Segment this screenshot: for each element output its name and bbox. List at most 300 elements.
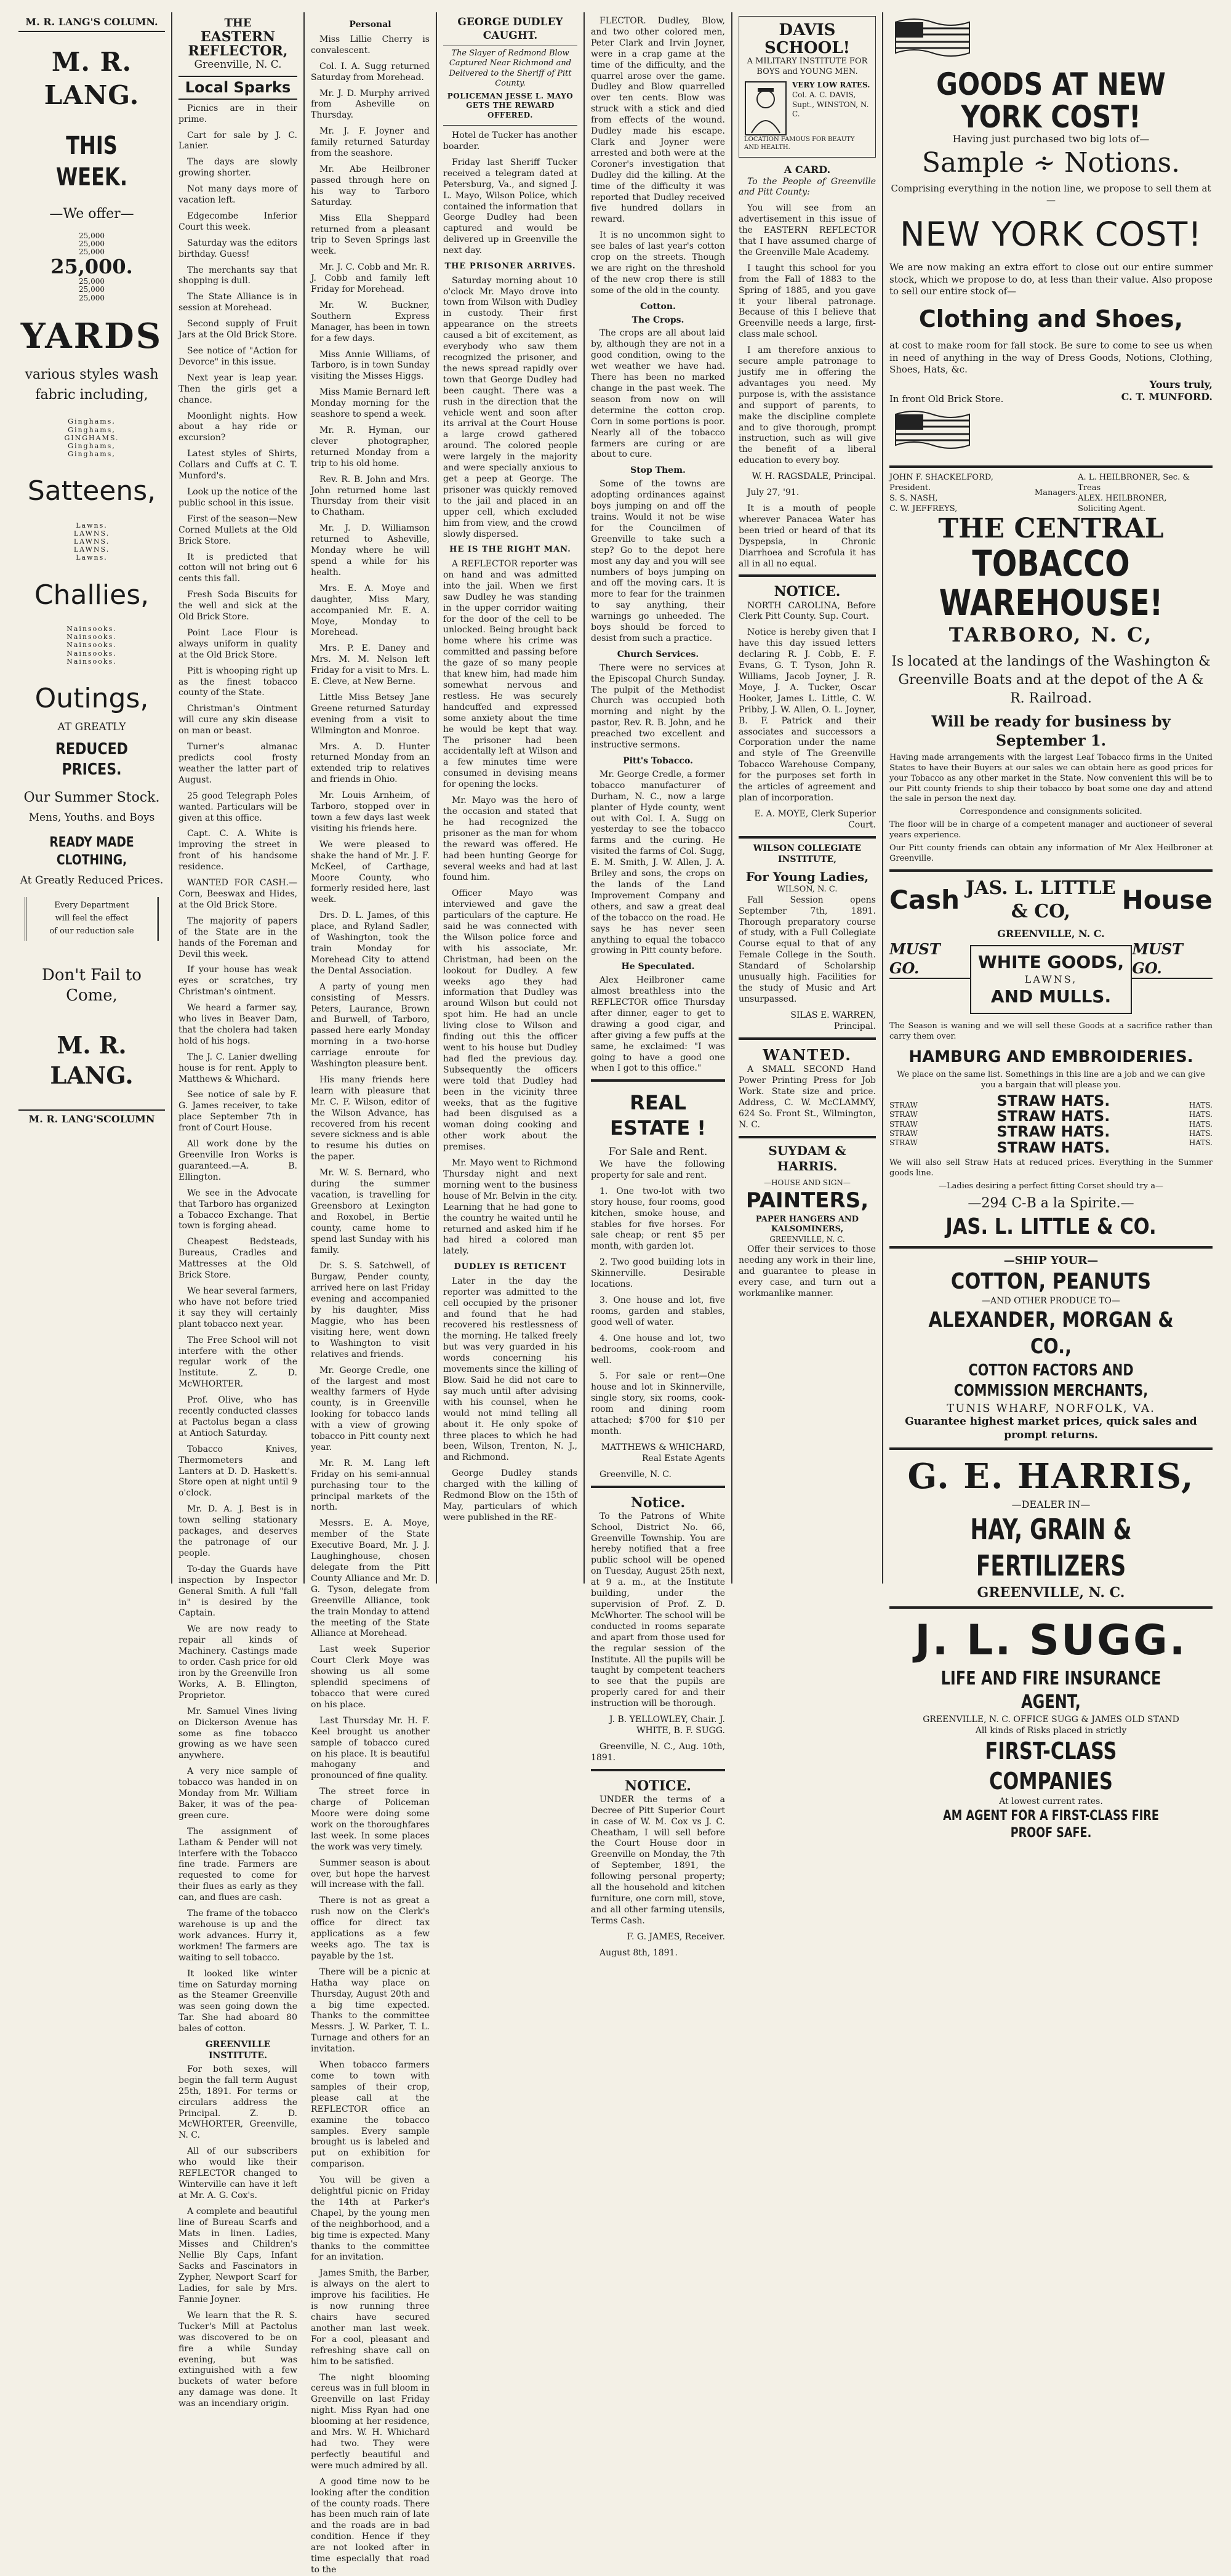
notice-signature: E. A. MOYE, Clerk Superior Court. xyxy=(754,808,876,830)
hats-word: HATS. xyxy=(1189,1129,1213,1138)
hats-right xyxy=(1189,1101,1213,1148)
paragraph: 5. For sale or rent—One house and lot in Skinnerville, single story, six rooms, cook-room and dining room attached; $700 for $10 per month. xyxy=(591,1371,725,1436)
painters-heading: PAINTERS, xyxy=(745,1188,869,1214)
paragraph: Saturday was the editors birthday. Guess! xyxy=(178,238,297,259)
davis-rates: VERY LOW RATES. xyxy=(792,81,870,90)
guarantee: Guarantee highest market prices, quick sales and prompt returns. xyxy=(905,1415,1197,1441)
paragraph: Mr. George Credle, one of the largest and most wealthy farmers of Hyde county, is in Greenville looking for tobacco lands with a view of growing tobacco in Pitt county next year. xyxy=(311,1365,430,1452)
yards-heading: YARDS xyxy=(20,315,163,356)
paragraph: It is predicted that cotton will not bring out 6 cents this fall. xyxy=(178,552,297,584)
hamburg-heading: HAMBURG AND EMBROIDERIES. xyxy=(908,1047,1193,1066)
box-line: of our reduction sale xyxy=(49,927,134,936)
also-sell: We will also sell Straw Hats at reduced prices. Everything in the Summer goods line. xyxy=(889,1157,1213,1178)
paragraph: Drs. D. L. James, of this place, and Ryland Sadler, of Washington, took the train Monday for Morehead City to attend the Dental Association. xyxy=(311,911,430,976)
real-estate-signature: MATTHEWS & WHICHARD, Real Estate Agents xyxy=(601,1442,725,1463)
yardage-small: 25,000 xyxy=(79,247,105,256)
real-estate-intro: We have the following property for sale and rent. xyxy=(591,1159,725,1180)
davis-body xyxy=(744,81,870,136)
divider xyxy=(889,1447,1213,1450)
notice2-date: August 8th, 1891. xyxy=(599,1947,678,1958)
dudley-headline: GEORGE DUDLEY CAUGHT. xyxy=(443,16,577,46)
paragraph: Mr. D. A. J. Best is in town selling stationary packages, and deserves the patronage of our people. xyxy=(178,1504,297,1558)
nainsooks-list xyxy=(18,625,165,666)
church-heading: Church Services. xyxy=(617,649,699,659)
divider xyxy=(443,125,577,126)
paragraph: We see in the Advocate that Tarboro has organized a Tobacco Exchange. That town is forging ahead. xyxy=(178,1188,297,1231)
safe-agent: AM AGENT FOR A FIRST-CLASS FIRE PROOF SAFE. xyxy=(943,1808,1159,1841)
paragraph: The frame of the tobacco warehouse is up and the work advances. Hurry it, workmen! The farmers are waiting to sell tobacco. xyxy=(178,1909,297,1963)
paragraph: James Smith, the Barber, is always on the alert to improve his facilities. He is now running three chairs have secured another man last week. For a cool, pleasant and refreshing shave call on him to be satisfied. xyxy=(311,2268,430,2367)
paragraph: We are now ready to repair all kinds of Machinery. Castings made to order. Cash price for old iron by the Greenville Iron Works, A. B. Ellington, Proprietor. xyxy=(178,1624,297,1701)
paragraph: Miss Annie Williams, of Tarboro, is in town Sunday visiting the Misses Higgs. xyxy=(311,349,430,382)
satteens-heading: Satteens, xyxy=(27,475,156,507)
little-place: GREENVILLE, N. C. xyxy=(997,927,1105,940)
paragraph: Mr. Mayo went to Richmond Thursday night and next morning went to the business house of Mr. Belvin in the city. Learning that he had gone to the country he waited until he returned and asked him if he had hired a colored man lately. xyxy=(443,1158,577,1257)
divider xyxy=(739,836,876,839)
munford-name: C. T. MUNFORD. xyxy=(1121,391,1213,403)
ready-made-clothing: READY MADE CLOTHING, xyxy=(49,835,134,868)
paragraph: The J. C. Lanier dwelling house is for rent. Apply to Matthews & Whichard. xyxy=(178,1052,297,1084)
paragraph: 2. Two good building lots in Skinnerville. Desirable locations. xyxy=(591,1257,725,1290)
wilson-heading: WILSON COLLEGIATE INSTITUTE, xyxy=(753,843,862,864)
yardage-small: 25,000 xyxy=(79,293,105,302)
hats-word: HATS. xyxy=(1189,1110,1213,1119)
paragraph: Not many days more of vacation left. xyxy=(178,184,297,206)
paragraph: Last Thursday Mr. H. F. Keel brought us another sample of tobacco cured on his place. It is beautiful mahogany and pronounced of fine quality. xyxy=(311,1715,430,1781)
paragraph: Friday last Sheriff Tucker received a telegram dated at Petersburg, Va., and signed J. L. Mayo, Wilson Police, which contained the information that George Dudley had been captured and would be delivered up in Greenville the next day. xyxy=(443,157,577,256)
crops-heading: The Crops. xyxy=(632,315,684,325)
paragraph: Mr. J. D. Murphy arrived from Asheville on Thursday. xyxy=(311,88,430,121)
paragraph: The majority of papers of the State are in the hands of the Foreman and Devil this week. xyxy=(178,916,297,959)
news-realestate-column xyxy=(585,12,732,1958)
challies-heading: Challies, xyxy=(34,579,150,611)
at-cost: at cost to make room for fall stock. Be sure to come to see us when in need of anything in the way of Dress Goods, Notions, Clothing, Shoes, Hats, &c. xyxy=(889,340,1213,376)
cash-label: Cash xyxy=(889,885,960,916)
white-goods: WHITE GOODS, xyxy=(977,952,1125,973)
tobacco-warehouse: TOBACCO WAREHOUSE! xyxy=(939,542,1163,624)
paragraph: Latest styles of Shirts, Collars and Cuffs at C. T. Munford's. xyxy=(178,449,297,481)
ginghams-line: Ginghams, xyxy=(68,450,116,459)
paragraph: His many friends here learn with pleasure that Mr. C. F. Wilson, editor of the Wilson Advance, has recovered from his recent severe sickness and is able to resume his duties on the paper. xyxy=(311,1074,430,1162)
department-box xyxy=(25,897,159,940)
paragraph: I taught this school for you from the Fall of 1883 to the Spring of 1885, and you gave it your liberal patronage. Because of this I believe that Greenville needs a large, first-class male school. xyxy=(739,263,876,340)
dudley-continued xyxy=(591,16,725,297)
paragraph: 1. One two-lot with two story house, four rooms, good kitchen, smoke house, and stables for five horses. For sale cheap; or rent $5 per month, with garden lot. xyxy=(591,1186,725,1252)
sugg-name: J. L. SUGG. xyxy=(915,1616,1187,1665)
speculated-text: Alex Heilbroner came almost breathless into the REFLECTOR office Thursday after dinner, eager to get to drawing a good cigar, and after giving a few puffs at the same, he exclaimed: "I was going to have a good one when I got to this office." xyxy=(591,975,725,1074)
hats-word: HATS. xyxy=(1189,1138,1213,1148)
cotton-factors: COTTON FACTORS AND COMMISSION MERCHANTS, xyxy=(953,1361,1149,1400)
paragraph: You will see from an advertisement in this issue of the EASTERN REFLECTOR that I have assumed charge of the Greenville Male Academy. xyxy=(739,203,876,257)
divider xyxy=(591,1486,725,1488)
stop-text: Some of the towns are adopting ordinances against boys jumping on and off the trains. Would it not be wise for the Councilmen of Greenville to take such a step? Go to the depot here most any day and you will see numbers of boys jumping on and off the moving cars. It is more to fear for the trainmen to say anything, their warnings go unheeded. The boys should be forced to desist from such a practice. xyxy=(591,479,725,643)
paragraph: The merchants say that shopping is dull. xyxy=(178,265,297,286)
paragraph: The street force in charge of Policeman Moore were doing some work on the thoroughfares last week. In some places the work was very timely. xyxy=(311,1787,430,1852)
manager-line: A. L. HEILBRONER, Sec. & Treas xyxy=(1078,472,1190,493)
sugg-office: GREENVILLE, N. C. OFFICE SUGG & JAMES OLD STAND xyxy=(923,1714,1179,1725)
ginghams-line: Ginghams, xyxy=(68,442,116,451)
nainsooks-line: Nainsooks. xyxy=(66,649,117,658)
straw-hats: STRAW HATS. xyxy=(996,1092,1110,1109)
paragraph: Mr. J. D. Williamson returned to Asheville, Monday where he will spend a while for his health. xyxy=(311,523,430,578)
reduced-prices: REDUCED PRICES. xyxy=(55,739,129,779)
ginghams-line: GINGHAMS. xyxy=(64,433,119,442)
paragraph: If your house has weak eyes or scratches, try Christman's ointment. xyxy=(178,965,297,997)
card-paras xyxy=(739,203,876,467)
local-sparks-column xyxy=(172,12,305,2409)
card-date: July 27, '91. xyxy=(747,488,800,498)
sample-notions: Sample ∻ Notions. xyxy=(921,147,1181,179)
paragraph: The State Alliance is in session at Morehead. xyxy=(178,292,297,313)
lawns-line: LAWNS. xyxy=(73,537,110,546)
dudley-paras-3 xyxy=(443,559,577,1257)
ads-column xyxy=(732,12,883,1584)
paragraph: Rev. R. B. John and Mrs. John returned home last Thursday from their visit to Chatham. xyxy=(311,474,430,518)
paragraph: Mr. J. C. Cobb and Mr. R. J. Cobb and family left Friday for Morehead. xyxy=(311,262,430,295)
divider xyxy=(591,1769,725,1771)
cotton-heading: Cotton. xyxy=(640,301,676,312)
straw-hats: STRAW HATS. xyxy=(996,1123,1110,1141)
tarboro: TARBORO, N. C, xyxy=(948,623,1153,647)
paragraph: To-day the Guards have inspection by Inspector General Smith. A full "fall in" is desired by the Captain. xyxy=(178,1564,297,1619)
right-man-heading: HE IS THE RIGHT MAN. xyxy=(449,545,571,555)
paragraph: Mr. W. S. Bernard, who during the summer vacation, is travelling for Greensboro at Lexington and Roxobel, in Bertie county, came home to spend last Sunday with his family. xyxy=(311,1168,430,1255)
lawns: LAWNS, xyxy=(1024,973,1078,985)
paragraph: Dr. S. S. Satchwell, of Burgaw, Pender county, arrived here on last Friday evening and accompanied by his daughter, Miss Maggie, who has been visiting here, went down to Washington to visit relatives and friends. xyxy=(311,1261,430,1359)
painters-text: Offer their services to those needing any work in their line, and guarantee to please in every case, and turn out a workmanlike manner. xyxy=(739,1244,876,1299)
warehouse-managers xyxy=(889,473,1213,515)
pitt-tobacco-heading: Pitt's Tobacco. xyxy=(623,756,693,766)
real-estate-items xyxy=(591,1186,725,1438)
munford-sign xyxy=(889,391,1213,408)
davis-school-ad xyxy=(739,16,876,158)
paragraph: Edgecombe Inferior Court this week. xyxy=(178,211,297,232)
notice-date: Greenville, N. C., Aug. 10th, 1891. xyxy=(591,1741,725,1763)
paragraph: Pitt is whooping right up as the finest tobacco county of the State. xyxy=(178,666,297,698)
cadet-portrait-icon xyxy=(744,81,787,136)
paragraph: First of the season—New Corned Mullets at the Old Brick Store. xyxy=(178,513,297,546)
large-ads-column xyxy=(883,12,1219,1841)
spirite: —294 C-B a la Spirite.— xyxy=(968,1196,1134,1212)
lang-column-footer: M. R. LANG'SCOLUMN xyxy=(18,1109,165,1125)
notice2-text: UNDER the terms of a Decree of Pitt Superior Court in case of W. M. Cox vs J. C. Cheatham, I will sell before the Court House door in Greenville on Monday, the 7th of September, 1891, the following personal property; all the household and kitchen furniture, one corn mill, stove, and all other farming utensils, Terms Cash. xyxy=(591,1794,725,1926)
newspaper-page xyxy=(12,12,1219,2575)
personal-column xyxy=(305,12,437,2575)
paragraph: Picnics are in their prime. xyxy=(178,103,297,124)
box-line: Every Department xyxy=(54,901,129,911)
all-kinds: All kinds of Risks placed in strictly xyxy=(975,1725,1127,1736)
reticent-heading: DUDLEY IS RETICENT xyxy=(454,1262,567,1272)
floor: The floor will be in charge of a competent manager and auctioneer of several years experience. xyxy=(889,820,1213,840)
straw-word: STRAW xyxy=(889,1138,918,1148)
paragraph: There is not as great a rush now on the Clerk's office for direct tax applications as a few weeks ago. The tax is payable by the 1st. xyxy=(311,1896,430,1961)
extra-effort: We are now making an extra effort to close out our entire summer stock, which we propose to do, at less than their value. Also propose to sell our entire stock of— xyxy=(889,262,1213,297)
nainsooks-line: Nainsooks. xyxy=(66,633,117,642)
paragraph: The assignment of Latham & Pender will not interfere with the Tobacco fine trade. Farmers are requested to come for their flues as early as they can, and flues are cash. xyxy=(178,1826,297,1903)
prisoner-arrives-heading: THE PRISONER ARRIVES. xyxy=(444,262,576,272)
dont-fail: Don't Fail to Come, xyxy=(42,965,142,1005)
outings-heading: Outings, xyxy=(34,682,149,714)
divider xyxy=(739,1037,876,1040)
paragraph: Miss Lillie Cherry is convalescent. xyxy=(311,34,430,55)
divider xyxy=(591,1079,725,1082)
divider xyxy=(889,1606,1213,1609)
divider xyxy=(889,1246,1213,1249)
paragraph: Saturday morning about 10 o'clock Mr. Mayo drove into town from Wilson with Dudley in custody. Their first appearance on the streets caused a bit of excitement, as everybody who saw them recognized the prisoner, and the news spread rapidly over town that George Dudley had been caught. There was a rush in the direction that the vehicle went and soon after its arrival at the Court House a large crowd gathered around. The colored people were largely in the majority and were specially anxious to get a peep at George. The prisoner was quickly removed to the jail and placed in an upper cell, which excluded him from view, and the crowd slowly dispersed. xyxy=(443,275,577,539)
davis-title: DAVIS SCHOOL! xyxy=(764,21,851,57)
paragraph: Mrs. A. D. Hunter returned Monday from an extended trip to relatives and friends in Ohio. xyxy=(311,741,430,785)
yardage-small: 25,000 xyxy=(79,277,105,286)
local-sparks-items-end xyxy=(178,2146,297,2410)
pitt-friends: Our Pitt county friends can obtain any information of Mr Alex Heilbroner at Greenville. xyxy=(889,843,1213,863)
nyc-cost-heading: NEW YORK COST! xyxy=(900,214,1202,254)
straw-center xyxy=(996,1093,1110,1156)
cotton-peanuts: COTTON, PEANUTS xyxy=(950,1268,1152,1294)
divider xyxy=(889,869,1213,872)
straw-hats: STRAW HATS. xyxy=(996,1138,1110,1156)
lawns-line: Lawns. xyxy=(76,521,108,529)
yardage-small: 25,000 xyxy=(79,285,105,294)
ginghams-line: Ginghams, xyxy=(68,417,116,426)
we-offer: —We offer— xyxy=(49,206,134,222)
church-text: There were no services at the Episcopal Church Sunday. The pulpit of the Methodist Church was occupied both morning and night by the pastor, Rev. R. B. John, and he preached two excellent and instructive sermons. xyxy=(591,662,725,751)
other-produce: —AND OTHER PRODUCE TO— xyxy=(982,1295,1120,1306)
dudley-paras-4 xyxy=(443,1276,577,1524)
paragraph: Mr. J. F. Joyner and family returned Saturday from the seashore. xyxy=(311,126,430,159)
divider xyxy=(739,1136,876,1138)
real-estate-place: Greenville, N. C. xyxy=(599,1469,672,1479)
dealer-in: —DEALER IN— xyxy=(1011,1499,1091,1511)
paragraph: Capt. C. A. White is improving the street in front of his handsome residence. xyxy=(178,829,297,872)
masthead-the: THE xyxy=(224,17,252,30)
card-salutation: To the People of Greenville and Pitt County: xyxy=(739,176,876,198)
white-goods-row xyxy=(889,940,1213,1019)
dudley-deck: The Slayer of Redmond Blow Captured Near Richmond and Delivered to the Sheriff of Pitt County. xyxy=(449,48,572,89)
wilson-signature: SILAS E. WARREN, Principal. xyxy=(790,1010,876,1031)
ready-business: Will be ready for business by September 1. xyxy=(931,712,1171,750)
manager-line: JOHN F. SHACKELFORD, President. xyxy=(889,472,993,493)
paragraph: Look up the notice of the public school in this issue. xyxy=(178,486,297,508)
house-label: House xyxy=(1121,885,1213,916)
lawns-line: Lawns. xyxy=(76,553,108,562)
managers-left xyxy=(889,473,1035,515)
wanted-text: A SMALL SECOND Hand Power Printing Press for Job Work. State size and price. Address, C. W. McCLAMMY, 624 So. Front St., Wilmington, N. C. xyxy=(739,1065,876,1130)
paragraph: 25 good Telegraph Poles wanted. Particulars will be given at this office. xyxy=(178,791,297,823)
greenville-institute-text: For both sexes, will begin the fall term August 25th, 1891. For terms or circulars address the Principal. Z. D. McWHORTER, Greenville, N. C. xyxy=(178,2064,297,2141)
paragraph: See notice of sale by F. G. James receiver, to take place September 7th in front of Court House. xyxy=(178,1090,297,1133)
paragraph: Christman's Ointment will cure any skin disease on man or beast. xyxy=(178,704,297,736)
house-sign: —HOUSE AND SIGN— xyxy=(764,1178,851,1187)
paragraph: Tobacco Knives, Thermometers and Lanters at D. D. Haskett's. Store open at night until 9 o'clock. xyxy=(178,1444,297,1499)
masthead-place: Greenville, N. C. xyxy=(194,58,282,71)
paragraph: Point Lace Flour is always uniform in quality at the Old Brick Store. xyxy=(178,627,297,660)
paragraph: Officer Mayo was interviewed and gave the particulars of the capture. He said he was connected with the Wilson police force and with his associate, Mr. Christman, had been on the lookout for Dudley. A few weeks ago they had information that Dudley was around Wilson but could not spot him. He had an uncle living close to Wilson and finding out this the officer went to his house but Dudley had fled the previous day. Subsequently the officers were told that Dudley had been in the vicinity three weeks, that as the fugitive had been disguised as a woman doing cooking and other work about the premises. xyxy=(443,888,577,1153)
wanted-heading: WANTED. xyxy=(763,1045,852,1064)
lang-column xyxy=(12,12,172,1584)
paragraph: Summer season is about over, but hope the harvest will increase with the fall. xyxy=(311,1858,430,1890)
card-signature: W. H. RAGSDALE, Principal. xyxy=(752,472,876,482)
for-sale-rent: For Sale and Rent. xyxy=(608,1146,708,1159)
nainsooks-line: Nainsooks. xyxy=(66,657,117,666)
notice2-heading: NOTICE. xyxy=(625,1777,691,1794)
paragraph: WANTED FOR CASH.—Corn, Beeswax and Hides, at the Old Brick Store. xyxy=(178,878,297,910)
lawns-list xyxy=(18,521,165,562)
and-mulls: AND MULLS. xyxy=(990,986,1112,1007)
paragraph: We heard a farmer say, who lives in Beaver Dam, that the cholera had taken hold of his hogs. xyxy=(178,1003,297,1046)
divider xyxy=(889,465,1213,468)
manager-line: C. W. JEFFREYS, xyxy=(889,504,958,513)
straw-left xyxy=(889,1101,918,1148)
little-footer: JAS. L. LITTLE & CO. xyxy=(945,1214,1157,1239)
hats-word: HATS. xyxy=(1189,1119,1213,1129)
at-reduced: At Greatly Reduced Prices. xyxy=(20,874,164,887)
real-estate-heading: REAL ESTATE ! xyxy=(610,1091,706,1140)
life-fire: LIFE AND FIRE INSURANCE AGENT, xyxy=(940,1667,1161,1713)
season: The Season is waning and we will sell these Goods at a sacrifice rather than carry them over. xyxy=(889,1021,1213,1042)
lang-column-header: M. R. LANG'S COLUMN. xyxy=(18,16,165,32)
paragraph: Mr. W. Buckner, Southern Express Manager, has been in town for a few days. xyxy=(311,300,430,344)
white-goods-box xyxy=(970,945,1133,1014)
hats-word: HATS. xyxy=(1189,1100,1213,1109)
divider xyxy=(739,574,876,577)
wilson-sub: For Young Ladies, xyxy=(745,869,869,884)
notice-heading: Notice. xyxy=(630,1494,686,1511)
paragraph: Next year is leap year. Then the girls get a chance. xyxy=(178,372,297,405)
greenville-institute-heading: GREENVILLE INSTITUTE. xyxy=(205,2040,271,2061)
paragraph: The days are slowly growing shorter. xyxy=(178,157,297,179)
alexander-morgan: ALEXANDER, MORGAN & CO., xyxy=(928,1307,1174,1359)
little-header xyxy=(889,877,1213,924)
notice-text: To the Patrons of White School, District No. 66, Greenville Township. You are hereby notified that a free public school will be opened on Tuesday, August 25th next, at 9 a. m., at the Institute building, under the supervision of Prof. Z. D. McWhorter. The school will be conducted in rooms separate and apart from those used for the regular session of the Institute. All the pupils will be taught by competent teachers to see that the pupils are properly cared for and their instruction will be thorough. xyxy=(591,1511,725,1709)
paragraph: All of our subscribers who would like their REFLECTOR changed to Winterville can have it left at Mr. A. G. Cox's. xyxy=(178,2146,297,2200)
wilson-place: WILSON, N. C. xyxy=(777,885,838,895)
harris-name: G. E. HARRIS, xyxy=(907,1455,1195,1497)
in-front: In front Old Brick Store. xyxy=(889,393,1004,405)
manager-line: Soliciting Agent. xyxy=(1078,504,1145,513)
little-title: JAS. L. LITTLE & CO, xyxy=(966,877,1116,923)
paragraph: We hear several farmers, who have not before tried it say they will certainly plant tobacco next year. xyxy=(178,1286,297,1329)
paragraph: It is no uncommon sight to see bales of last year's cotton crop on the streets. Though we are right on the threshold of the new crop there is still some of the old in the county. xyxy=(591,230,725,296)
ginghams-line: Ginghams, xyxy=(68,425,116,434)
paper-hangers: PAPER HANGERS AND KALSOMINERS, xyxy=(755,1214,859,1234)
paragraph: Little Miss Betsey Jane Greene returned Saturday evening from a visit to Wilmington and Monroe. xyxy=(311,692,430,736)
various-styles: various styles wash fabric including, xyxy=(25,367,159,403)
lang-name-bottom: M. R. LANG. xyxy=(50,1031,134,1090)
paragraph: All work done by the Greenville Iron Works is guaranteed.—A. B. Ellington. xyxy=(178,1139,297,1182)
suydam-heading: SUYDAM & HARRIS. xyxy=(768,1143,846,1174)
nainsooks-line: Nainsooks. xyxy=(66,624,117,633)
yardage-small: 25,000 xyxy=(79,239,105,248)
nainsooks-line: Nainsooks. xyxy=(66,641,117,650)
straw-word: STRAW xyxy=(889,1100,918,1109)
paragraph: Mr. Louis Arnheim, of Tarboro, stopped over in town a few days last week visiting his friends here. xyxy=(311,791,430,834)
yardage-figure xyxy=(18,232,165,302)
panacea-text: It is a mouth of people wherever Panacea Water has been tried or heard of that its Dyspepsia, in Chronic Diarrhoea and Scrofula it has all in all no equal. xyxy=(739,503,876,569)
paragraph: Mrs. E. A. Moye and daughter, Miss Mary, accompanied Mr. E. A. Moye, Monday to Morehead. xyxy=(311,583,430,638)
wilson-text: Fall Session opens September 7th, 1891. Thorough preparatory course of study, with a Full Collegiate Course equal to that of any Female College in the South. Standard of Scholarship unusually high. Facilities for the study of Music and Art unsurpassed. xyxy=(739,895,876,1004)
paragraph: Second supply of Fruit Jars at the Old Brick Store. xyxy=(178,319,297,340)
having-purchased: Having just purchased two big lots of— xyxy=(952,133,1150,145)
comprising: Comprising everything in the notion line, we propose to sell them at— xyxy=(891,182,1211,206)
straw-word: STRAW xyxy=(889,1129,918,1138)
paragraph: Mrs. P. E. Daney and Mrs. M. M. Nelson left Friday for a visit to Mrs. L. E. Cleve, at New Berne. xyxy=(311,643,430,687)
lang-name: M. R. LANG. xyxy=(44,47,140,111)
this-week-heading: THIS WEEK. xyxy=(56,131,127,192)
paragraph: The night blooming cereus was in full bloom in Greenville on last Friday night. Miss Ryan had one blooming at her residence, and Mrs. W. H. Whichard had two. They were perfectly beautiful and were much admired by all. xyxy=(311,2372,430,2471)
straw-hats: STRAW HATS. xyxy=(996,1108,1110,1125)
hay-grain: HAY, GRAIN & FERTILIZERS xyxy=(970,1512,1132,1582)
crops-text: The crops are all about laid by, although they are not in a good condition, owing to the wet weather we have had. There has been no marked change in the past week. The season from now on will determine the cotton crop. Corn in some portions is poor. Nearly all of the tobacco farmers are curing or are about to cure. xyxy=(591,328,725,460)
paragraph: Mr. Mayo was the hero of the occasion and stated that he had recognized the prisoner as the man for whom the reward was offered. He had been hunting George for several weeks and had at last found him. xyxy=(443,795,577,883)
dudley-paras-2 xyxy=(443,276,577,541)
managers-right xyxy=(1078,473,1213,515)
paragraph: A party of young men consisting of Messrs. Peters, Laurance, Brown and Burwell, of Tarboro, passed here early Monday morning in a two-horse carriage enroute for Washington pleasure bent. xyxy=(311,981,430,1069)
paragraph: FLECTOR. Dudley, Blow, and two other colored men, Peter Clark and Irvin Joyner, were in a crap game at the time of the difficulty, and the quarrel arose over the game. Dudley and Blow quarrelled over ten cents. Blow was struck with a stick and died from effects of the wound. Dudley made his escape. Clark and Joyner were arrested and both were at the Coroner's investigation that Dudley did the killing. At the time of the difficulty it was reported that Dudley received five hundred dollars in reward. xyxy=(591,16,725,225)
card-heading: A CARD. xyxy=(784,164,831,176)
paragraph: The Free School will not interfere with the other regular work of the Institute. Z. D. McWHORTER. xyxy=(178,1335,297,1390)
paragraph: See notice of "Action for Devorce" in this issue. xyxy=(178,346,297,367)
paragraph: A very nice sample of tobacco was handed in on Monday from Mr. William Baker, it was of the pea-green cure. xyxy=(178,1766,297,1821)
speculated-heading: He Speculated. xyxy=(621,962,695,972)
yardage-big: 25,000. xyxy=(50,255,133,279)
lawns-line: LAWNS. xyxy=(73,545,110,554)
pitt-tobacco-text: Mr. George Credle, a former tobacco manufacturer of Durham, N. C., now a large planter of Hyde county, went out with Col. I. A. Sugg on yesterday to see the tobacco farms and the curing. He visited the farms of Col. Sugg, E. M. Smith, J. W. Allen, J. A. Briley and sons, the crops on the lands of the Land Improvement Company and others, and saw a great deal of the tobacco on the road. He says he has never seen anything to equal the tobacco growing in Pitt county before. xyxy=(591,769,725,956)
yardage-small: 25,000 xyxy=(79,231,105,240)
paragraph: I am therefore anxious to secure ample patronage to justify me in offering the advantages you need. My purpose is, with the assistance and support of parents, to make the discipline complete and to give thorough, prompt instruction, such as will give the benefit of a liberal education to every boy. xyxy=(739,345,876,466)
paragraph: Hotel de Tucker has another boarder. xyxy=(443,131,577,151)
paragraph: We learn that the R. S. Tucker's Mill at Pactolus was discovered to be on fire a while Sunday evening, but was extinguished with a few buckets of water before any damage was done. It was an incendiary origin. xyxy=(178,2310,297,2409)
notice-signature: J. B. YELLOWLEY, Chair. J. WHITE, B. F. SUGG. xyxy=(609,1715,725,1736)
first-class: FIRST-CLASS COMPANIES xyxy=(985,1737,1117,1795)
flag-icon xyxy=(889,408,976,457)
straw-word: STRAW xyxy=(889,1119,918,1129)
paragraph: Mr. R. M. Lang left Friday on his semi-annual purchasing tour to the principal markets of the north. xyxy=(311,1458,430,1513)
paragraph: Later in the day the reporter was admitted to the cell occupied by the prisoner and found that he had recovered his restlessness of the morning. He talked freely but was very guarded in his words concerning his movements since the killing of Blow. Said he did not care to say much until after advising with his counsel, when he would not mind telling all about it. He only spoke of three places to which he had been, Wilson, Trenton, N. J., and Richmond. xyxy=(443,1276,577,1463)
manager-line: ALEX. HEILBRONER, xyxy=(1078,493,1167,503)
paragraph: A good time now to be looking after the condition of the county roads. There has been much rain of late and the roads are in bad condition. Hence if they are not looked after in time especially that road to the xyxy=(311,2476,430,2575)
davis-location: LOCATION FAMOUS FOR BEAUTY AND HEALTH. xyxy=(744,136,855,151)
paragraph: There will be a picnic at Hatha way place on Thursday, August 20th and a big time expected. Thanks to the committee Messrs. J. W. Parker, T. L. Turnage and others for an invitation. xyxy=(311,1966,430,2055)
dudley-story-column xyxy=(437,12,585,1584)
paragraph: Fresh Soda Biscuits for the well and sick at the Old Brick Store. xyxy=(178,590,297,622)
stop-heading: Stop Them. xyxy=(630,465,686,476)
ship-your: —SHIP YOUR— xyxy=(1003,1254,1099,1267)
notice-text: Notice is hereby given that I have this day issued letters declaring R. J. Cobb, E. F. Evans, G. T. Tyson, John R. Williams, Jacob Joyner, J. R. Moye, J. A. Tucker, Oscar Hooker, James L. Little, C. W. Pribby, J. W. Allen, O. L. Joyner, B. F. Patrick and their associates and successors a Corporation under the name and style of The Greenville Tobacco Warehouse Company, for the purposes set forth in the articles of agreement and plan of incorporation. xyxy=(739,627,876,803)
davis-info xyxy=(792,81,870,136)
must-go-left: MUST GO. xyxy=(889,940,970,979)
goods-nyc-heading: GOODS AT NEW YORK COST! xyxy=(936,66,1166,135)
lowest-rates: At lowest current rates. xyxy=(999,1796,1103,1806)
paragraph: Mr. R. Hyman, our clever photographer, returned Monday from a trip to his old home. xyxy=(311,425,430,469)
personal-heading: Personal xyxy=(349,20,391,30)
paragraph: George Dudley stands charged with the killing of Redmond Blow on the 15th of May, particulars of which were published in the RE- xyxy=(443,1468,577,1523)
ginghams-list xyxy=(18,417,165,458)
summer-stock: Our Summer Stock. xyxy=(23,789,160,805)
personal-items xyxy=(311,34,430,2576)
harris-place: GREENVILLE, N. C. xyxy=(977,1584,1125,1601)
paragraph: You will be given a delightful picnic on Friday the 14th at Parker's Chapel, by the young men of the neighborhood, and a big time is expected. Many thanks to the committee for an invitation. xyxy=(311,2175,430,2263)
davis-subtitle: A MILITARY INSTITUTE FOR BOYS and YOUNG MEN. xyxy=(747,57,868,76)
dudley-paras-1 xyxy=(443,131,577,257)
paragraph: Cheapest Bedsteads, Bureaus, Cradles and Mattresses at the Old Brick Store. xyxy=(178,1237,297,1281)
paragraph: Prof. Olive, who has recently conducted classes at Pactolus began a class at Antioch Saturday. xyxy=(178,1395,297,1438)
paragraph: Miss Ella Sheppard returned from a pleasant trip to Seven Springs last week. xyxy=(311,213,430,257)
paragraph: Turner's almanac predicts cool frosty weather the latter part of August. xyxy=(178,742,297,785)
the-central: THE CENTRAL xyxy=(938,513,1164,545)
paragraph: When tobacco farmers come to town with samples of their crop, please call at the REFLECTOR office an examine the tobacco samples. Every sample brought us is labeled and put on exhibition for comparison. xyxy=(311,2060,430,2170)
davis-contact: Col. A. C. DAVIS, Supt., WINSTON, N. C. xyxy=(792,91,869,119)
lawns-line: LAWNS. xyxy=(73,529,110,537)
